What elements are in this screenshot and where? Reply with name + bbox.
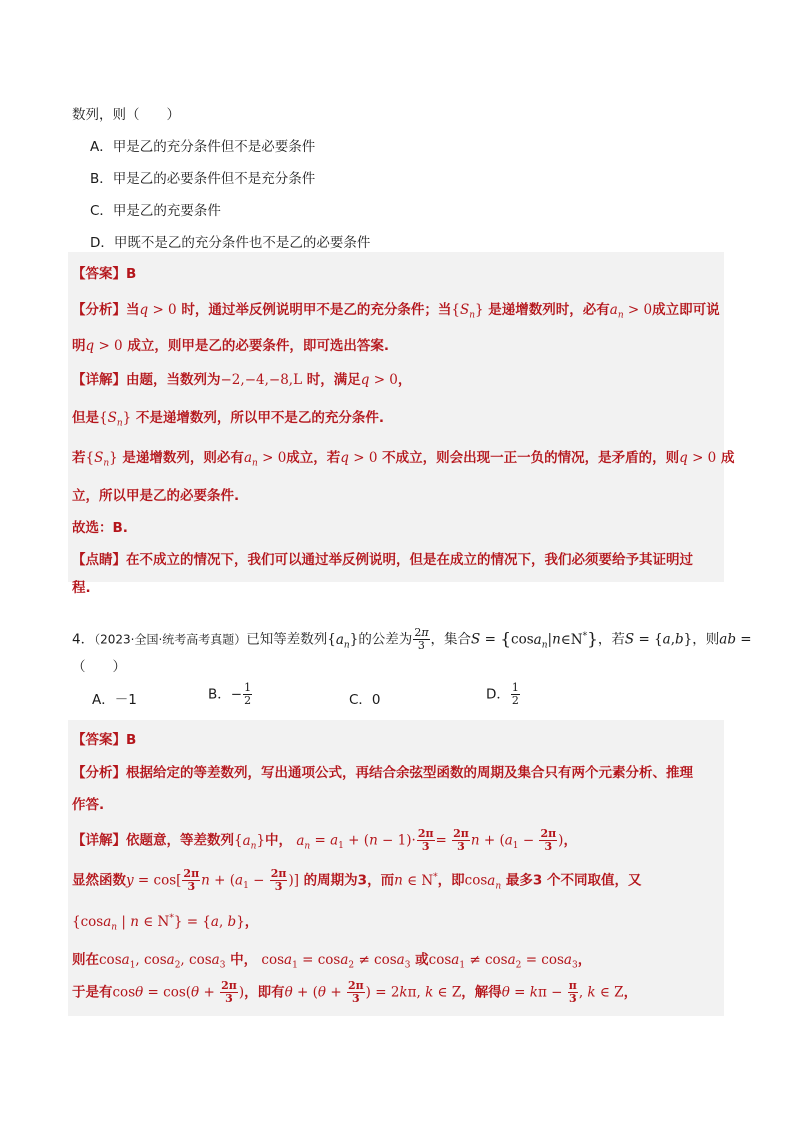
- q4-stem-part5: ，则: [692, 631, 720, 648]
- q4-stem-part1: 已知等差数列: [246, 631, 328, 648]
- q4-analysis-text: 根据给定的等差数列，写出通项公式，再结合余弦型函数的周期及集合只有两个元素分析、推理: [126, 765, 693, 781]
- q3-option-b: B．甲是乙的必要条件但不是充分条件: [90, 171, 316, 187]
- q3-stem-tail: 数列，则（ ）: [72, 107, 180, 123]
- q3-analysis-line-1: 【分析】当q > 0 时，通过举反例说明甲不是乙的充分条件；当$\{S_n\}$ 是递增数列时，必有$a_n > 0$成立即可说: [72, 302, 720, 321]
- q4-analysis-line-2: 作答.: [72, 797, 105, 813]
- q4-stem-part4: ，若: [597, 631, 625, 648]
- q3-detail-line-1: 【详解】由题，当数列为−2,−4,−8,L 时，满足q > 0，: [72, 372, 412, 388]
- q4-option-d-label: D．: [486, 686, 510, 703]
- q4-detail-line-4: 则在cosa$_1$, cosa$_2$, cosa$_3$ 中， cosa$_1$ = cosa$_2$ ≠ cosa$_3$ 或cosa$_1$ ≠ cosa$_2$ = cosa$_3$，: [72, 952, 592, 971]
- q4-answer-line: [72, 728, 136, 748]
- q3-detail-tag: 【详解】: [72, 372, 126, 388]
- q4-analysis-tag: 【分析】: [72, 765, 126, 781]
- q3-answer-line: [72, 262, 136, 282]
- q3-analysis-line-2: 明q > 0 成立，则甲是乙的必要条件，即可选出答案.: [72, 338, 389, 354]
- q4-answer-tag: 【答案】: [72, 732, 126, 748]
- q4-stem-line-1: 4．（2023·全国·统考高考真题）已知等差数列$\{a_n\}$的公差为 $\frac{2\pi}{3}$ ，集合S = {cosa$_n$|n∈N*}，若S = {a,b}，则ab =: [72, 626, 752, 652]
- q4-detail-line-5: 于是有cosθ = cos(θ + $\frac{2\pi}{3}$ )，即有θ + (θ + $\frac{2\pi}{3}$ ) = 2kπ, k ∈ Z，解得θ = kπ − $\frac{\pi}{3}$ , k ∈ Z，: [72, 979, 638, 1005]
- q3-comment-line-1: [72, 548, 693, 568]
- q3-answer-value: B: [126, 266, 137, 282]
- q3-detail-line-2: 但是$\{S_n\}$ 不是递增数列，所以甲不是乙的充分条件.: [72, 410, 385, 429]
- q4-analysis-line-1: [72, 761, 693, 781]
- q4-option-b: B．− $\frac{1}{2}$: [208, 681, 252, 707]
- q3-detail-line-4: 立，所以甲是乙的必要条件.: [72, 488, 240, 504]
- q4-detail-line-3: {cosa$_n$ | n ∈ N*} = {a, b}，: [72, 913, 259, 933]
- q3-answer-tag: 【答案】: [72, 266, 126, 282]
- q4-option-b-label: B．: [208, 686, 231, 703]
- q4-detail-line-2: 显然函数y = cos[ $\frac{2\pi}{3}$ $n + (a_1$ − $\frac{2\pi}{3}$ )] 的周期为3，而n ∈ N*，即cosa$_n$ 最多3 个不同取值，又: [72, 867, 642, 893]
- q4-paren: （ ）: [72, 659, 126, 675]
- q3-conclusion: 故选：B.: [72, 520, 128, 536]
- q3-analysis-tag: 【分析】: [72, 302, 126, 318]
- q3-comment-line-2: 程.: [72, 580, 91, 596]
- q4-detail-line-1: 【详解】依题意，等差数列$\{a_n\}$中， $a_n = a_1 + (n - 1)\cdot$ $\frac{2\pi}{3}$ = $\frac{2\pi}{3}$ $n + (a_1$ − $\frac{2\pi}{3}$ )，: [72, 827, 577, 853]
- q3-comment-tag: 【点睛】: [72, 552, 126, 568]
- q4-detail-tag: 【详解】: [72, 832, 126, 849]
- q3-option-d: D．甲既不是乙的充分条件也不是乙的必要条件: [90, 235, 371, 251]
- q4-source: （2023·全国·统考高考真题）: [94, 632, 247, 647]
- q3-detail-line-3: 若$\{S_n\}$ 是递增数列，则必有$a_n > 0$成立，若q > 0 不成立，则会出现一正一负的情况，是矛盾的，则q > 0 成: [72, 450, 735, 469]
- q3-option-c: C．甲是乙的充要条件: [90, 203, 221, 219]
- q4-option-d: D． $\frac{1}{2}$: [486, 681, 519, 707]
- q4-answer-value: B: [126, 732, 137, 748]
- q3-option-a: A．甲是乙的充分条件但不是必要条件: [90, 139, 316, 155]
- q3-comment-text: 在不成立的情况下，我们可以通过举反例说明，但是在成立的情况下，我们必须要给予其证明过: [126, 552, 693, 568]
- q4-option-c: C．0: [349, 692, 381, 708]
- q4-stem-part2: 的公差为: [358, 631, 413, 648]
- q4-number: 4．: [72, 631, 95, 648]
- q4-stem-part3: ，集合: [430, 631, 472, 648]
- q4-option-a: A．－1: [92, 692, 137, 708]
